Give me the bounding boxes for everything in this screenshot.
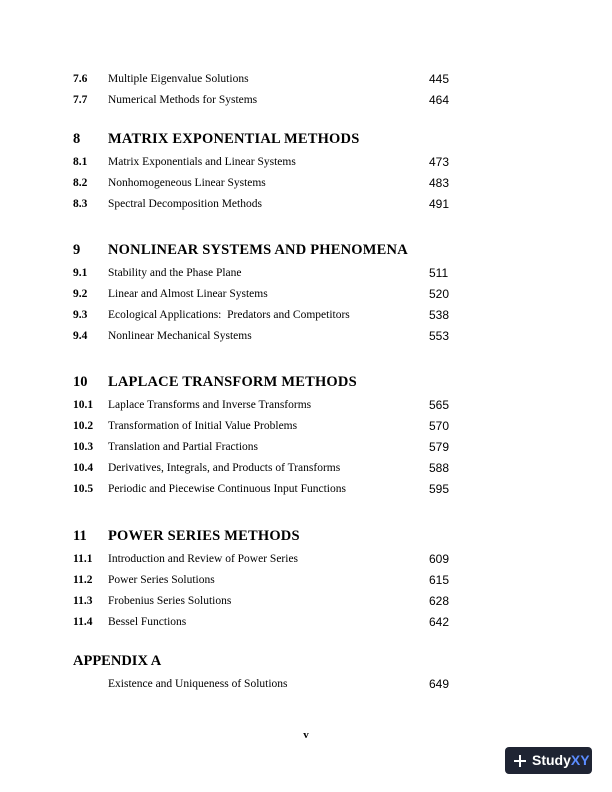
section-title: Numerical Methods for Systems — [108, 94, 258, 106]
section-number: 10.3 — [73, 441, 94, 453]
section-number: 9.3 — [73, 309, 88, 321]
badge-text-main: Study — [532, 752, 571, 768]
toc-entry — [0, 460, 612, 476]
page-number: 511 — [429, 266, 449, 280]
section-number: 10.5 — [73, 483, 94, 495]
toc-entry — [0, 614, 612, 630]
section-number: 10.2 — [73, 420, 94, 432]
toc-entry — [0, 154, 612, 170]
page-number: 520 — [429, 287, 450, 301]
section-number: 9.2 — [73, 288, 88, 300]
page-number: 483 — [429, 176, 450, 190]
section-title: Translation and Partial Fractions — [108, 441, 259, 453]
chapter-heading — [0, 129, 612, 149]
toc-entry — [0, 196, 612, 212]
section-title: Introduction and Review of Power Series — [108, 553, 299, 565]
section-title: Existence and Uniqueness of Solutions — [108, 678, 288, 690]
toc-entry — [0, 572, 612, 588]
section-number: 11.4 — [73, 616, 93, 628]
toc-entry — [0, 307, 612, 323]
badge-text-accent: XY — [570, 752, 590, 768]
page-number: 649 — [429, 677, 450, 691]
page-number: 464 — [429, 93, 450, 107]
page-number: 588 — [429, 461, 450, 475]
page-number: 579 — [429, 440, 450, 454]
section-title: Bessel Functions — [108, 616, 187, 628]
toc-entry — [0, 481, 612, 497]
section-title: Frobenius Series Solutions — [108, 595, 232, 607]
page-number: 565 — [429, 398, 450, 412]
section-number: 9.1 — [73, 267, 88, 279]
section-title: Transformation of Initial Value Problems — [108, 420, 298, 432]
chapter-heading — [0, 240, 612, 260]
page-number: 609 — [429, 552, 450, 566]
chapter-number: 8 — [73, 131, 81, 147]
page-number: 595 — [429, 482, 450, 496]
section-title: Power Series Solutions — [108, 574, 215, 586]
section-title: Derivatives, Integrals, and Products of Transforms — [108, 462, 341, 474]
toc-entry — [0, 92, 612, 108]
page-footer-number: v — [303, 729, 309, 741]
section-title: Nonlinear Mechanical Systems — [108, 330, 252, 342]
toc-entry — [0, 593, 612, 609]
page-number: 473 — [429, 155, 450, 169]
toc-entry — [0, 397, 612, 413]
chapter-heading — [0, 526, 612, 546]
section-title: Stability and the Phase Plane — [108, 267, 242, 279]
page-number: 570 — [429, 419, 450, 433]
section-number: 7.7 — [73, 94, 88, 106]
page-number: 628 — [429, 594, 450, 608]
section-number: 11.3 — [73, 595, 93, 607]
toc-entry — [0, 418, 612, 434]
chapter-title: POWER SERIES METHODS — [108, 528, 300, 544]
section-number: 9.4 — [73, 330, 88, 342]
page-number: 538 — [429, 308, 450, 322]
section-number: 8.2 — [73, 177, 88, 189]
toc-entry — [0, 551, 612, 567]
chapter-title: NONLINEAR SYSTEMS AND PHENOMENA — [108, 242, 408, 258]
page-number: 491 — [429, 197, 450, 211]
section-number: 10.4 — [73, 462, 94, 474]
toc-entry — [0, 439, 612, 455]
section-number: 10.1 — [73, 399, 94, 411]
section-number: 11.2 — [73, 574, 93, 586]
section-title: Spectral Decomposition Methods — [108, 198, 262, 210]
toc-entry — [0, 265, 612, 281]
studyxy-badge[interactable] — [505, 747, 592, 774]
chapter-heading — [0, 372, 612, 392]
plus-icon — [514, 755, 526, 767]
page-number: 615 — [429, 573, 450, 587]
toc-entry — [0, 328, 612, 344]
chapter-title: LAPLACE TRANSFORM METHODS — [108, 374, 357, 390]
chapter-number: 11 — [73, 528, 87, 544]
section-title: Nonhomogeneous Linear Systems — [108, 177, 266, 189]
section-number: 8.3 — [73, 198, 88, 210]
chapter-title: MATRIX EXPONENTIAL METHODS — [108, 131, 360, 147]
section-title: Matrix Exponentials and Linear Systems — [108, 156, 296, 168]
toc-entry — [0, 286, 612, 302]
chapter-number: 9 — [73, 242, 81, 258]
section-title: Linear and Almost Linear Systems — [108, 288, 268, 300]
toc-entry — [0, 175, 612, 191]
section-title: Multiple Eigenvalue Solutions — [108, 73, 249, 85]
chapter-number: 10 — [73, 374, 88, 390]
page-number: 642 — [429, 615, 450, 629]
section-title: Ecological Applications: Predators and Competitors — [108, 309, 350, 321]
section-title: Periodic and Piecewise Continuous Input Functions — [108, 483, 346, 495]
section-number: 7.6 — [73, 73, 88, 85]
appendix-heading: APPENDIX A — [73, 653, 162, 669]
page-number: 553 — [429, 329, 450, 343]
page-number: 445 — [429, 72, 450, 86]
toc-entry — [0, 676, 612, 692]
section-number: 11.1 — [73, 553, 93, 565]
section-number: 8.1 — [73, 156, 88, 168]
toc-entry — [0, 71, 612, 87]
section-title: Laplace Transforms and Inverse Transforms — [108, 399, 312, 411]
